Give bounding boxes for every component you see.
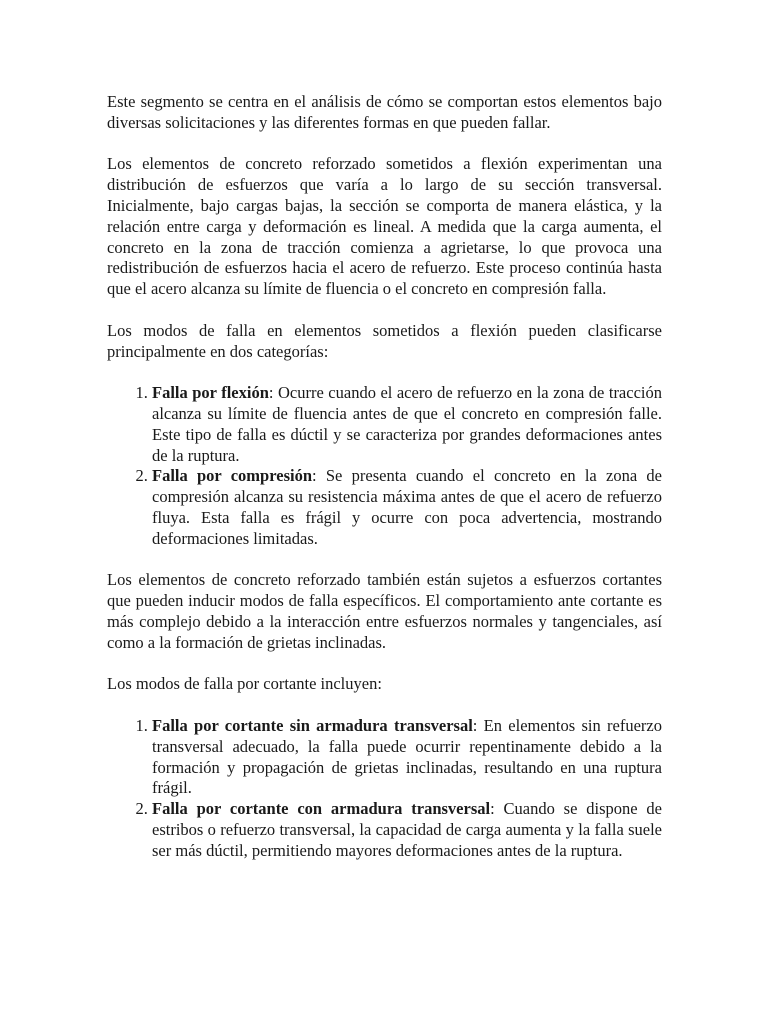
list-item-term: Falla por cortante sin armadura transversal bbox=[152, 715, 473, 735]
list-item bbox=[152, 799, 662, 861]
shear-modes-intro-paragraph: Los modos de falla por cortante incluyen: bbox=[107, 674, 382, 694]
list-item-term: Falla por compresión bbox=[152, 466, 313, 486]
list-item-text: : Se presenta cuando el concreto en la zona de compresión alcanza su resistencia máxima antes de que el acero de refuerzo fluya. Esta falla es frágil y ocurre con poca advertencia, mostrando deformaciones limitadas. bbox=[152, 466, 662, 548]
flexion-modes-intro-paragraph: Los modos de falla en elementos sometidos a flexión pueden clasificarse principalmente en dos categorías: bbox=[107, 320, 662, 361]
list-item bbox=[152, 466, 662, 549]
list-item-text: : Ocurre cuando el acero de refuerzo en la zona de tracción alcanza su límite de fluencia antes de que el concreto en compresión falle. Este tipo de falla es dúctil y se caracteriza por grandes deformaciones antes de la ruptura. bbox=[152, 383, 662, 465]
flexion-modes-list bbox=[107, 383, 662, 549]
list-item bbox=[152, 716, 662, 799]
list-item bbox=[152, 383, 662, 466]
list-item-text: : En elementos sin refuerzo transversal adecuado, la falla puede ocurrir repentinamente debido a la formación y propagación de grietas inclinadas, resultando en una ruptura frágil. bbox=[152, 715, 662, 798]
flexion-behavior-paragraph: Los elementos de concreto reforzado sometidos a flexión experimentan una distribución de esfuerzos que varía a lo largo de su sección transversal. Inicialmente, bajo cargas bajas, la sección se comporta de manera elástica, y la relación entre carga y deformación es lineal. A medida que la carga aumenta, el concreto en la zona de tracción comienza a agrietarse, lo que provoca una redistribución de esfuerzos hacia el acero de refuerzo. Este proceso continúa hasta que el acero alcanza su límite de fluencia o el concreto en compresión falla. bbox=[107, 154, 662, 299]
intro-paragraph: Este segmento se centra en el análisis de cómo se comportan estos elementos bajo diversas solicitaciones y las diferentes formas en que pueden fallar. bbox=[107, 92, 662, 132]
shear-behavior-paragraph: Los elementos de concreto reforzado también están sujetos a esfuerzos cortantes que pueden inducir modos de falla específicos. El comportamiento ante cortante es más complejo debido a la interacción entre esfuerzos normales y tangenciales, así como a la formación de grietas inclinadas. bbox=[107, 570, 662, 652]
shear-modes-list bbox=[107, 716, 662, 862]
list-item-text: : Cuando se dispone de estribos o refuerzo transversal, la capacidad de carga aumenta y la falla suele ser más dúctil, permitiendo mayores deformaciones antes de la ruptura. bbox=[152, 799, 663, 860]
document-page bbox=[107, 92, 662, 882]
list-item-term: Falla por flexión bbox=[152, 383, 269, 403]
list-item-term: Falla por cortante con armadura transversal bbox=[152, 799, 491, 819]
